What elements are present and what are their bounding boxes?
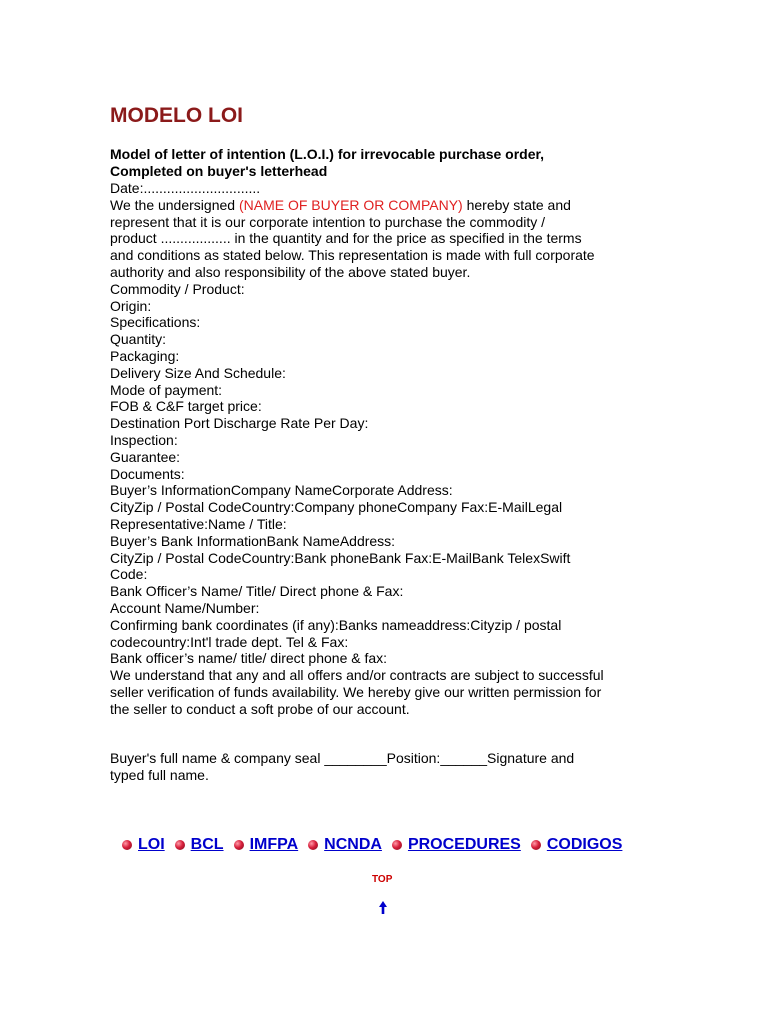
field-line: codecountry:Int'l trade dept. Tel & Fax: [110,633,349,650]
intro-line [110,197,670,214]
nav-link-ncnda[interactable]: NCNDA [324,836,382,853]
field-line: Specifications: [110,314,201,331]
field-line: Buyer’s InformationCompany NameCorporate Address: [110,482,453,499]
field-line: Mode of payment: [110,381,223,398]
signature-block [110,750,670,784]
signature-line: Buyer's full name & company seal ________Position:______Signature and [110,750,575,766]
paragraph-line: represent that it is our corporate intention to purchase the commodity / [110,213,546,230]
bullet-icon [308,840,318,850]
letter-body [110,180,670,718]
paragraph-line: authority and also responsibility of the above stated buyer. [110,263,471,280]
intro-prefix: We the undersigned [110,196,239,213]
nav-link-procedures[interactable]: PROCEDURES [407,836,521,853]
field-line: Quantity: [110,331,167,348]
top-link[interactable]: TOP [372,874,393,885]
bullet-icon [531,840,541,850]
field-line: Guarantee: [110,448,181,465]
nav-link-codigos[interactable]: CODIGOS [546,836,623,853]
bullet-icon [234,840,244,850]
field-line: Code: [110,566,148,583]
field-line: Origin: [110,297,152,314]
nav-link-bcl[interactable]: BCL [190,836,224,853]
field-line: CityZip / Postal CodeCountry:Company phoneCompany Fax:E-MailLegal [110,499,563,516]
field-line: We understand that any and all offers and/or contracts are subject to successful [110,667,604,684]
field-line: FOB & C&F target price: [110,398,262,415]
field-line: Bank officer’s name/ title/ direct phone & fax: [110,650,388,667]
intro-suffix: hereby state and [462,196,571,213]
signature-line: typed full name. [110,766,209,783]
field-line: Commodity / Product: [110,280,245,297]
field-line: Inspection: [110,431,178,448]
field-line: Packaging: [110,347,180,364]
field-line: CityZip / Postal CodeCountry:Bank phoneBank Fax:E-MailBank TelexSwift [110,549,571,566]
field-line: Buyer’s Bank InformationBank NameAddress: [110,532,396,549]
field-line: Delivery Size And Schedule: [110,364,286,381]
field-line: Destination Port Discharge Rate Per Day: [110,415,369,432]
field-line: Account Name/Number: [110,599,260,616]
buyer-name-placeholder: (NAME OF BUYER OR COMPANY) [238,196,463,213]
date-line: Date:.............................. [110,180,261,196]
paragraph-line: product .................. in the quantity and for the price as specified in the terms [110,230,582,247]
bullet-icon [175,840,185,850]
bullet-icon [392,840,402,850]
paragraph-line: and conditions as stated below. This representation is made with full corporate [110,247,595,264]
page-title: MODELO LOI [110,104,243,127]
field-line: seller verification of funds availability. We hereby give our written permission for [110,683,602,700]
up-arrow-icon[interactable] [378,900,388,916]
field-line: Bank Officer’s Name/ Title/ Direct phone & Fax: [110,583,404,600]
bullet-icon [122,840,132,850]
field-line: Documents: [110,465,185,482]
subtitle: Model of letter of intention (L.O.I.) for irrevocable purchase order, Completed on buyer's letterhead [110,146,545,179]
field-line: Confirming bank coordinates (if any):Banks nameaddress:Cityzip / postal [110,616,562,633]
field-line: Representative:Name / Title: [110,515,287,532]
field-line: the seller to conduct a soft probe of our account. [110,700,410,717]
nav-link-imfpa[interactable]: IMFPA [249,836,299,853]
nav-link-loi[interactable]: LOI [138,836,165,853]
bottom-nav [122,835,632,855]
